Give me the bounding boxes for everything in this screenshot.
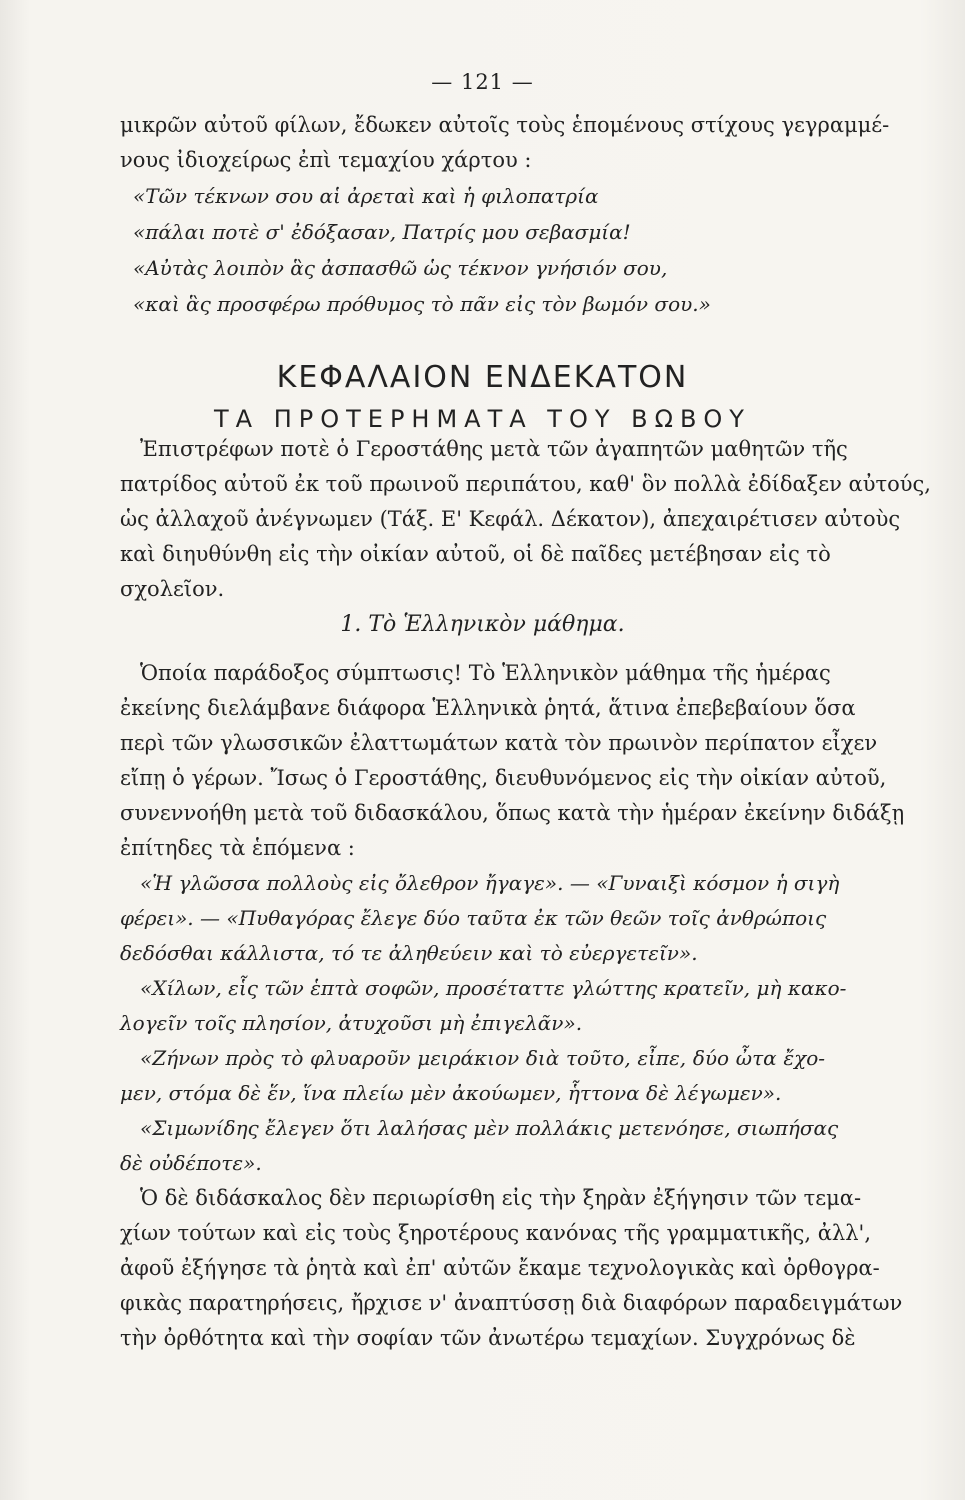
text-line: Ὁ δὲ διδάσκαλος δὲν περιωρίσθη εἰς τὴν ξηρὰν ἐξήγησιν τῶν τεμα- [140,1186,862,1210]
section-heading: 1. Τὸ Ἑλληνικὸν μάθημα. [340,612,625,637]
quote-line: δεδόσθαι κάλλιστα, τό τε ἀληθεύειν καὶ τὸ εὐεργετεῖν». [120,941,698,965]
poem-line: «Τῶν τέκνων σου αἱ ἀρεταὶ καὶ ἡ φιλοπατρία [133,184,599,208]
text-line: τὴν ὀρθότητα καὶ τὴν σοφίαν τῶν ἀνωτέρω τεμαχίων. Συγχρόνως δὲ [120,1326,856,1350]
text-line: ὡς ἀλλαχοῦ ἀνέγνωμεν (Τάξ. Ε' Κεφάλ. Δέκατον), ἀπεχαιρέτισεν αὐτοὺς [120,507,901,531]
text-line: φικὰς παρατηρήσεις, ἤρχισε ν' ἀναπτύσσῃ διὰ διαφόρων παραδειγμάτων [120,1291,903,1315]
paragraph-1 [120,432,931,607]
intro-text [120,108,890,178]
quote-line: «Σιμωνίδης ἔλεγεν ὅτι λαλήσας μὲν πολλάκις μετενόησε, σιωπήσας [140,1116,839,1140]
text-line: χίων τούτων καὶ εἰς τοὺς ξηροτέρους κανόνας τῆς γραμματικῆς, ἀλλ', [120,1221,871,1245]
text-line: περὶ τῶν γλωσσικῶν ἐλαττωμάτων κατὰ τὸν πρωινὸν περίπατον εἶχεν [120,731,878,755]
quote-line: δὲ οὐδέποτε». [120,1151,262,1175]
text-line: σχολεῖον. [120,577,225,601]
chapter-title: ΚΕΦΑΛΑΙΟΝ ΕΝΔΕΚΑΤΟΝ [276,360,689,395]
quote-line: «Χίλων, εἷς τῶν ἑπτὰ σοφῶν, προσέταττε γλώττης κρατεῖν, μὴ κακο- [140,976,847,1000]
paragraph-2 [120,656,905,1356]
text-line: Ὁποία παράδοξος σύμπτωσις! Τὸ Ἑλληνικὸν μάθημα τῆς ἡμέρας [140,661,831,685]
quote-line: λογεῖν τοῖς πλησίον, ἀτυχοῦσι μὴ ἐπιγελᾶν». [120,1011,583,1035]
text-line: ἐκείνης διελάμβανε διάφορα Ἑλληνικὰ ῥητά, ἅτινα ἐπεβεβαίουν ὅσα [120,696,856,720]
poem-line: «Αὐτὰς λοιπὸν ἃς ἀσπασθῶ ὡς τέκνον γνήσιόν σου, [133,256,668,280]
text-line: Ἐπιστρέφων ποτὲ ὁ Γεροστάθης μετὰ τῶν ἀγαπητῶν μαθητῶν τῆς [140,437,848,461]
chapter-subtitle: ΤΑ ΠΡΟΤΕΡΗΜΑΤΑ ΤΟΥ ΒΩΒΟΥ [214,405,751,433]
quote-line: «Ἡ γλῶσσα πολλοὺς εἰς ὄλεθρον ἤγαγε». — «Γυναιξὶ κόσμον ἡ σιγὴ [140,871,840,895]
quote-line: μεν, στόμα δὲ ἕν, ἵνα πλείω μὲν ἀκούωμεν, ἧττονα δὲ λέγωμεν». [120,1081,782,1105]
poem-line: «καὶ ἃς προσφέρω πρόθυμος τὸ πᾶν εἰς τὸν βωμόν σου.» [133,292,711,316]
quote-line: «Ζήνων πρὸς τὸ φλυαροῦν μειράκιον διὰ τοῦτο, εἶπε, δύο ὦτα ἔχο- [140,1046,825,1070]
poem [133,178,753,322]
poem-line: «πάλαι ποτὲ σ' ἐδόξασαν, Πατρίς μου σεβασμία! [133,220,631,244]
text-line: νους ἰδιοχείρως ἐπὶ τεμαχίου χάρτου : [120,148,532,172]
text-line: ἀφοῦ ἐξήγησε τὰ ῥητὰ καὶ ἐπ' αὐτῶν ἔκαμε τεχνολογικὰς καὶ ὀρθογρα- [120,1256,880,1280]
text-line: συνεννοήθη μετὰ τοῦ διδασκάλου, ὅπως κατὰ τὴν ἡμέραν ἐκείνην διδάξῃ [120,801,905,825]
quote-line: φέρει». — «Πυθαγόρας ἔλεγε δύο ταῦτα ἐκ τῶν θεῶν τοῖς ἀνθρώποις [120,906,827,930]
text-line: πατρίδος αὐτοῦ ἐκ τοῦ πρωινοῦ περιπάτου, καθ' ὃν πολλὰ ἐδίδαξεν αὐτούς, [120,472,931,496]
text-line: εἴπῃ ὁ γέρων. Ἴσως ὁ Γεροστάθης, διευθυνόμενος εἰς τὴν οἰκίαν αὐτοῦ, [120,766,887,790]
page-number: — 121 — [431,70,534,94]
text-line: μικρῶν αὐτοῦ φίλων, ἔδωκεν αὐτοῖς τοὺς ἑπομένους στίχους γεγραμμέ- [120,113,890,137]
text-line: ἐπίτηδες τὰ ἑπόμενα : [120,836,355,860]
text-line: καὶ διηυθύνθη εἰς τὴν οἰκίαν αὐτοῦ, οἱ δὲ παῖδες μετέβησαν εἰς τὸ [120,542,831,566]
